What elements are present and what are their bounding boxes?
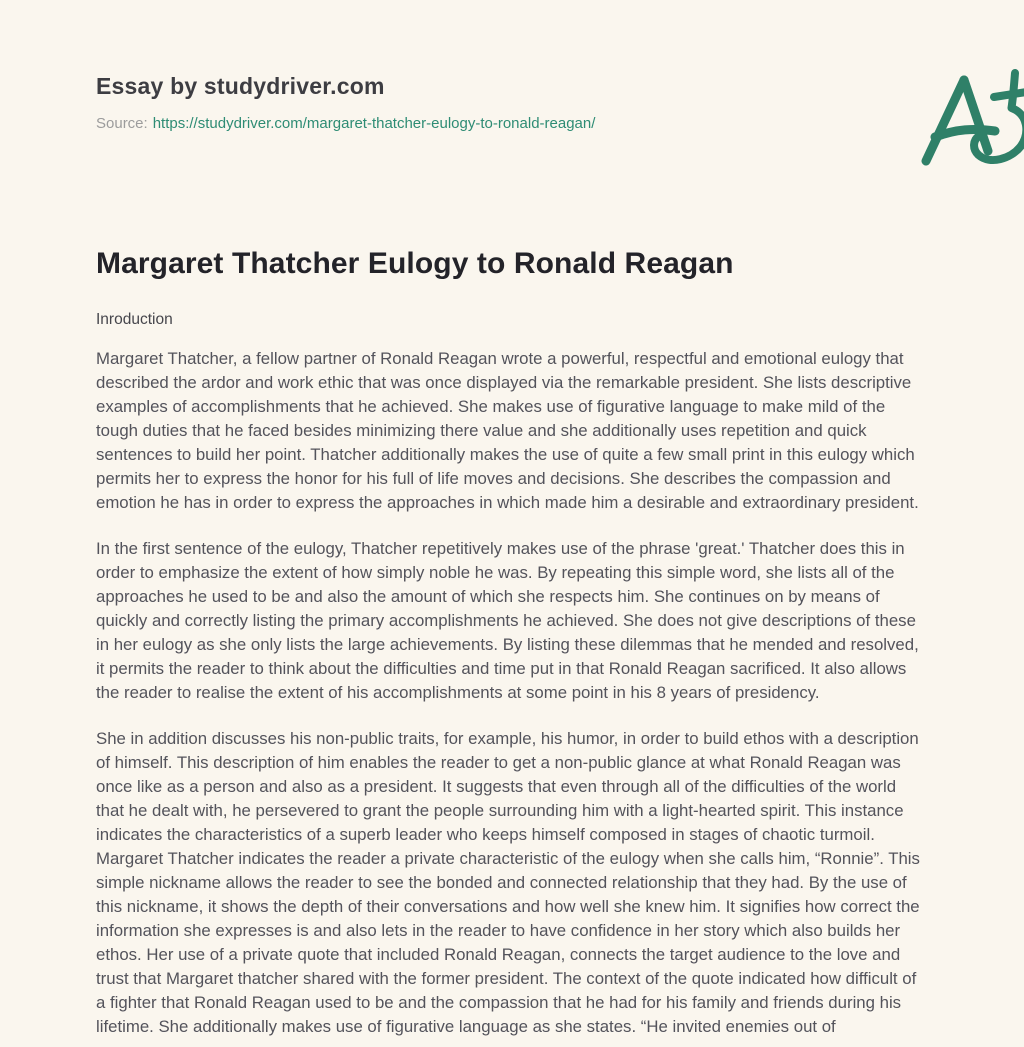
essay-paragraph-3: She in addition discusses his non-public traits, for example, his humor, in order to build ethos with a description of himself. This description of him enables the reader to get a non-public glance at what Ronald Reagan was once like as a person and also as a president. It suggests that even through all of the difficulties of the world that he dealt with, he persevered to grant the people surrounding him with a light-hearted spirit. This instance indicates the characteristics of a superb leader who keeps himself composed in stages of chaotic turmoil. Margaret Thatcher indicates the reader a private characteristic of the eulogy when she calls him, “Ronnie”. This simple nickname allows the reader to see the bonded and connected relationship that they had. By the use of this nickname, it shows the depth of their conversations and how well she knew him. It signifies how correct the information she expresses is and also lets in the reader to have confidence in her story which also builds her ethos. Her use of a private quote that included Ronald Reagan, connects the target audience to the love and trust that Margaret thatcher shared with the former president. The context of the quote indicated how difficult of a fighter that Ronald Reagan used to be and the compassion that he had for his family and friends during his lifetime. She additionally makes use of figurative language as she states. “He invited enemies out of <box>96 729 920 1036</box>
section-label: Inroduction <box>96 311 173 328</box>
essay-title: Margaret Thatcher Eulogy to Ronald Reagan <box>96 247 734 280</box>
essay-body <box>96 245 928 1039</box>
essay-paragraph-2: In the first sentence of the eulogy, Thatcher repetitively makes use of the phrase 'great.' Thatcher does this in order to emphasize the extent of how simply noble he was. By repeating this simple word, she lists all of the approaches he used to be and also the amount of which she respects him. She continues on by means of quickly and correctly listing the primary accomplishments he achieved. She does not give descriptions of these in her eulogy as she only lists the large achievements. By listing these dilemmas that he mended and resolved, it permits the reader to think about the difficulties and time put in that Ronald Reagan sacrificed. It also allows the reader to realise the extent of his accomplishments at some point in his 8 years of presidency. <box>96 539 919 702</box>
source-link[interactable]: https://studydriver.com/margaret-thatcher-eulogy-to-ronald-reagan/ <box>152 115 596 132</box>
page-title: Essay by studydriver.com <box>96 73 385 99</box>
essay-paragraph-1: Margaret Thatcher, a fellow partner of Ronald Reagan wrote a powerful, respectful and emotional eulogy that described the ardor and work ethic that was once displayed via the remarkable president. She lists descriptive examples of accomplishments that he achieved. She makes use of figurative language to make mild of the tough duties that he faced besides minimizing there value and she additionally uses repetition and quick sentences to build her point. Thatcher additionally makes the use of quite a few small print in this eulogy which permits her to express the honor for his full of life moves and decisions. She describes the compassion and emotion he has in order to express the approaches in which made him a desirable and extraordinary president. <box>96 349 919 512</box>
a-plus-logo-icon <box>916 68 1024 166</box>
page-header <box>96 0 928 135</box>
source-label: Source: <box>96 115 148 132</box>
source-row <box>96 113 928 135</box>
